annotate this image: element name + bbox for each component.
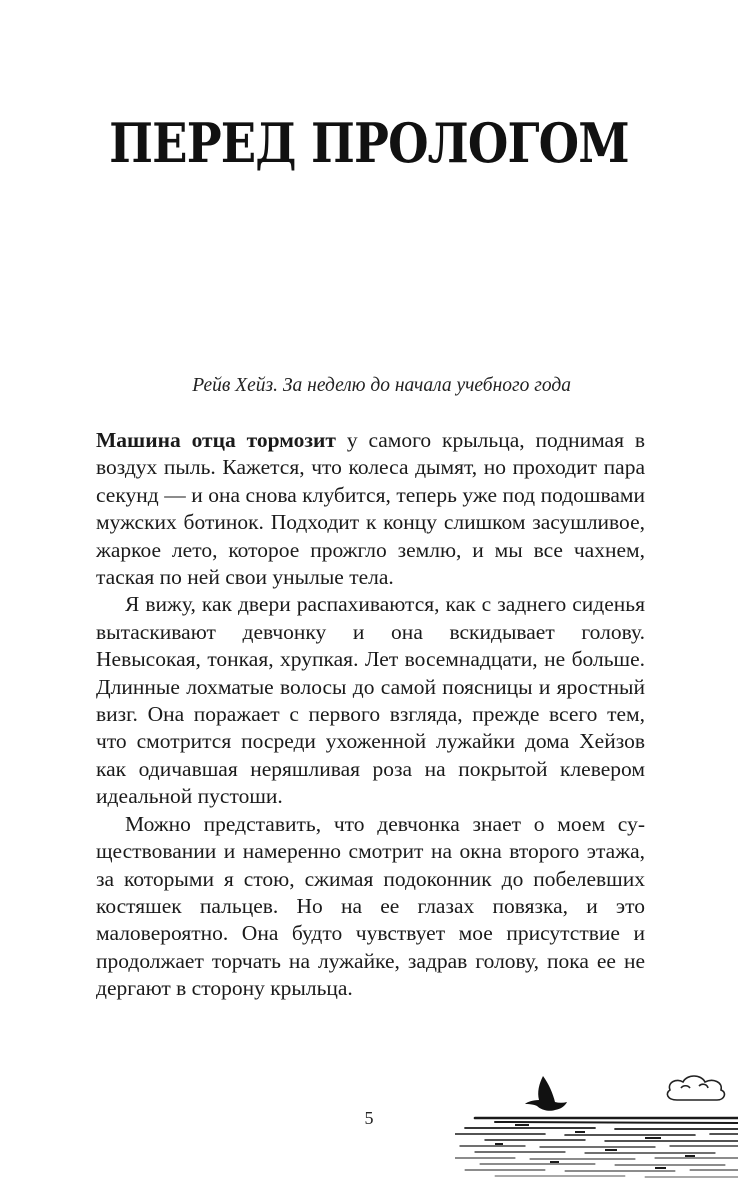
chapter-title: ПЕРЕД ПРОЛОГОМ xyxy=(109,111,629,175)
page-number: 5 xyxy=(364,1108,374,1128)
chapter-subtitle: Рейв Хейз. За неделю до начала учебного года xyxy=(192,375,571,396)
sea-bird-illustration xyxy=(455,1066,738,1181)
paragraph-1 xyxy=(96,427,645,591)
cloud-icon xyxy=(667,1076,724,1100)
sea-waves xyxy=(455,1118,738,1177)
bird-icon xyxy=(525,1076,567,1111)
paragraph-2: Я вижу, как двери распахиваются, как с заднего сиденья вытаскивают девчонку и она вскидывает голову. Невысокая, тонкая, хрупкая. Лет восемнадцати, не больше. Длинные лохматые волосы до самой поясницы и яростный визг. Она поражает с первого взгляда, прежде всего тем, что смотрится посреди ухоженной лужайки дома Хейзов как одичавшая неряшливая роза на покрытой клевером идеальной пустоши. xyxy=(96,592,645,809)
paragraph-1-text: у самого крыльца, поднимая в воздух пыль. Кажется, что колеса дымят, но проходит пара секунд — и она снова клубится, теперь уже под подошвами мужских ботинок. Подходит к концу слишком засушливое, жаркое лето, которое прожгло землю, и мы все чахнем, таская по ней свои унылые тела. xyxy=(96,428,645,590)
body-text xyxy=(96,427,645,1003)
paragraph-3: Можно представить, что девчонка знает о моем существовании и намеренно смотрит на окна второго этажа, за которыми я стою, сжимая подоконник до побелевших костяшек пальцев. Но на ее глазах повязка, и это маловероятно. Она будто чувствует мое присутствие и продолжает торчать на лужайке, задрав голову, пока ее не дергают в сторону крыльца. xyxy=(96,811,645,1001)
lead-in: Машина отца тормозит xyxy=(96,428,336,452)
